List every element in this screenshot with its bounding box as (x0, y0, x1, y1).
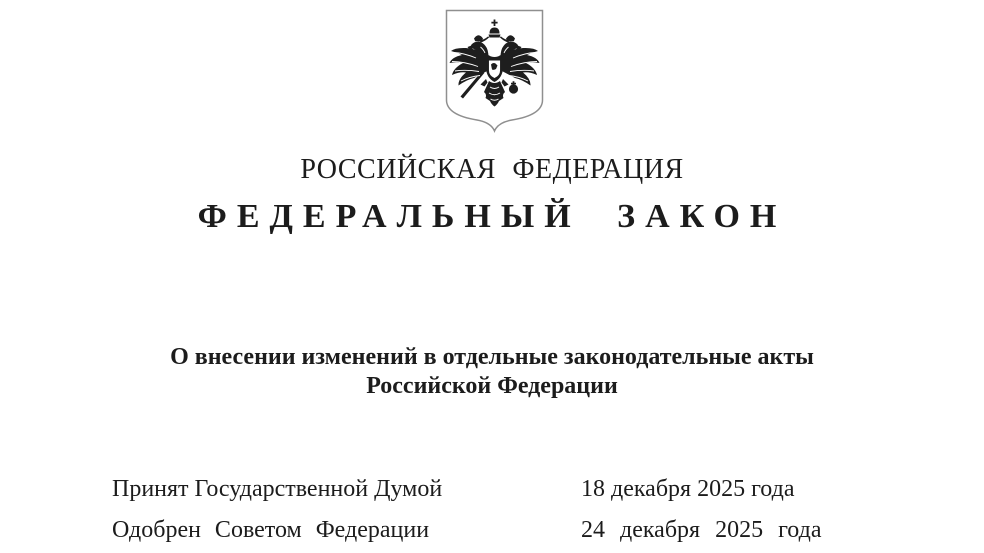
duma-adoption-label: Принят Государственной Думой (112, 476, 443, 502)
council-approval-row (0, 515, 984, 547)
law-title-line1: О внесении изменений в отдельные законодательные акты (170, 344, 814, 370)
coat-of-arms (444, 8, 545, 133)
council-approval-label: Одобрен Советом Федерации (112, 517, 430, 543)
duma-adoption-date: 18 декабря 2025 года (581, 476, 795, 502)
duma-adoption-row (0, 474, 984, 506)
law-title (0, 343, 984, 401)
law-title-line2: Российской Федерации (366, 373, 618, 399)
chest-shield-icon (489, 60, 501, 79)
country-heading: РОССИЙСКАЯ ФЕДЕРАЦИЯ (300, 154, 684, 185)
council-approval-date: 24 декабря 2025 года (581, 517, 822, 543)
document-type-heading: ФЕДЕРАЛЬНЫЙ ЗАКОН (197, 198, 787, 235)
